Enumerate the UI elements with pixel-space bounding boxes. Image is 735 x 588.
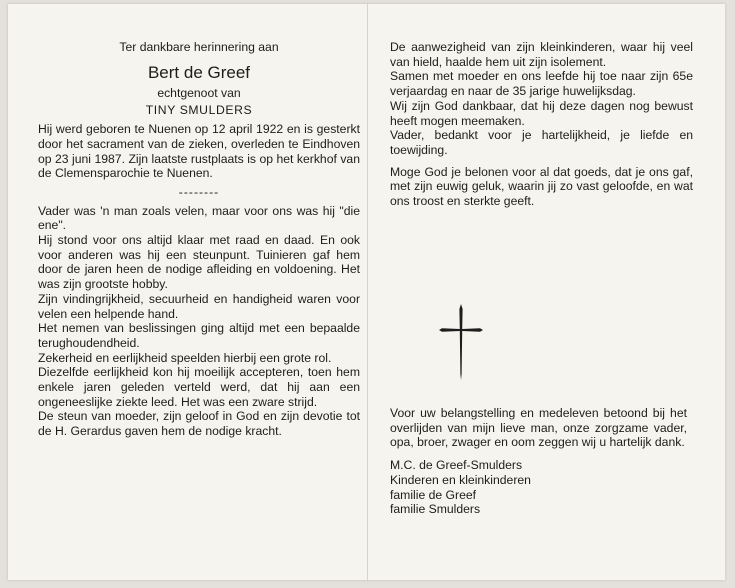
cross-icon [437,302,485,382]
left-paragraph: De steun van moeder, zijn geloof in God en zijn devotie tot de H. Gerardus gaven hem de nodige kracht. [38,409,360,439]
paragraph-gap [390,158,693,165]
left-paragraph: Vader was 'n man zoals velen, maar voor ons was hij "die ene". [38,203,360,233]
signature-line: familie Smulders [390,502,481,517]
right-paragraph: Samen met moeder en ons leefde hij toe naar zijn 65e verjaardag en naar de 35 jarige huwelijksdag. [390,69,693,99]
left-paragraph: Het nemen van beslissingen ging altijd met een bepaalde terughoudendheid. [38,321,360,350]
spouse-label: echtgenoot van [157,85,241,100]
signature-line: Kinderen en kleinkinderen [390,472,531,487]
signature-list [390,458,687,517]
left-page [38,40,360,439]
intro-text: Ter dankbare herinnering aan [119,40,279,54]
prayer-text: Moge God je belonen voor al dat goeds, dat je ons gaf, met zijn euwig geluk, waarin jij zo vast geloofde, en wat ons troost en sterkte geeft. [390,164,693,209]
signature-line: M.C. de Greef-Smulders [390,458,523,473]
left-paragraph: Hij stond voor ons altijd klaar met raad en daad. En ook voor anderen was hij een steunpunt. Tuinieren gaf hem door de jaren heen de nodige afleiding en voldoening. Het was zijn grootste hobby. [38,233,360,292]
right-paragraph: Vader, bedankt voor je hartelijkheid, je liefde en toewijding. [390,128,693,157]
spouse-name: TINY SMULDERS [145,103,253,118]
thanks-text: Voor uw belangstelling en medeleven betoond bij het overlijden van mijn lieve man, onze zorgzame vader, opa, broer, zwager en oom zeggen wij u hartelijk dank. [390,406,687,450]
separator: -------- [178,184,220,199]
deceased-name: Bert de Greef [147,62,251,82]
left-paragraph: Zekerheid en eerlijkheid speelden hierbij een grote rol. [38,350,332,365]
biography-paragraph: Hij werd geboren te Nuenen op 12 april 1922 en is gesterkt door het sacrament van de zieken, overleden te Eindhoven op 23 juni 1987. Zijn laatste rustplaats is op het kerkhof van de Clemensparochie te Nuenen. [38,122,360,181]
card-fold-line [367,4,368,580]
acknowledgement-block [390,406,687,517]
left-paragraph: Zijn vindingrijkheid, secuurheid en handigheid waren voor velen een helpende hand. [38,291,360,321]
signature-line: familie de Greef [390,487,477,502]
right-page [390,40,693,209]
right-paragraph: Wij zijn God dankbaar, dat hij deze dagen nog bewust heeft mogen meemaken. [390,98,693,128]
left-paragraph: Diezelfde eerlijkheid kon hij moeilijk accepteren, toen hem enkele jaren geleden verteld werd, dat hij aan een ongeneeslijke ziekte leed. Het was een zware strijd. [38,365,360,409]
right-paragraph: De aanwezigheid van zijn kleinkinderen, waar hij veel van hield, haalde hem uit zijn isolement. [390,40,693,69]
